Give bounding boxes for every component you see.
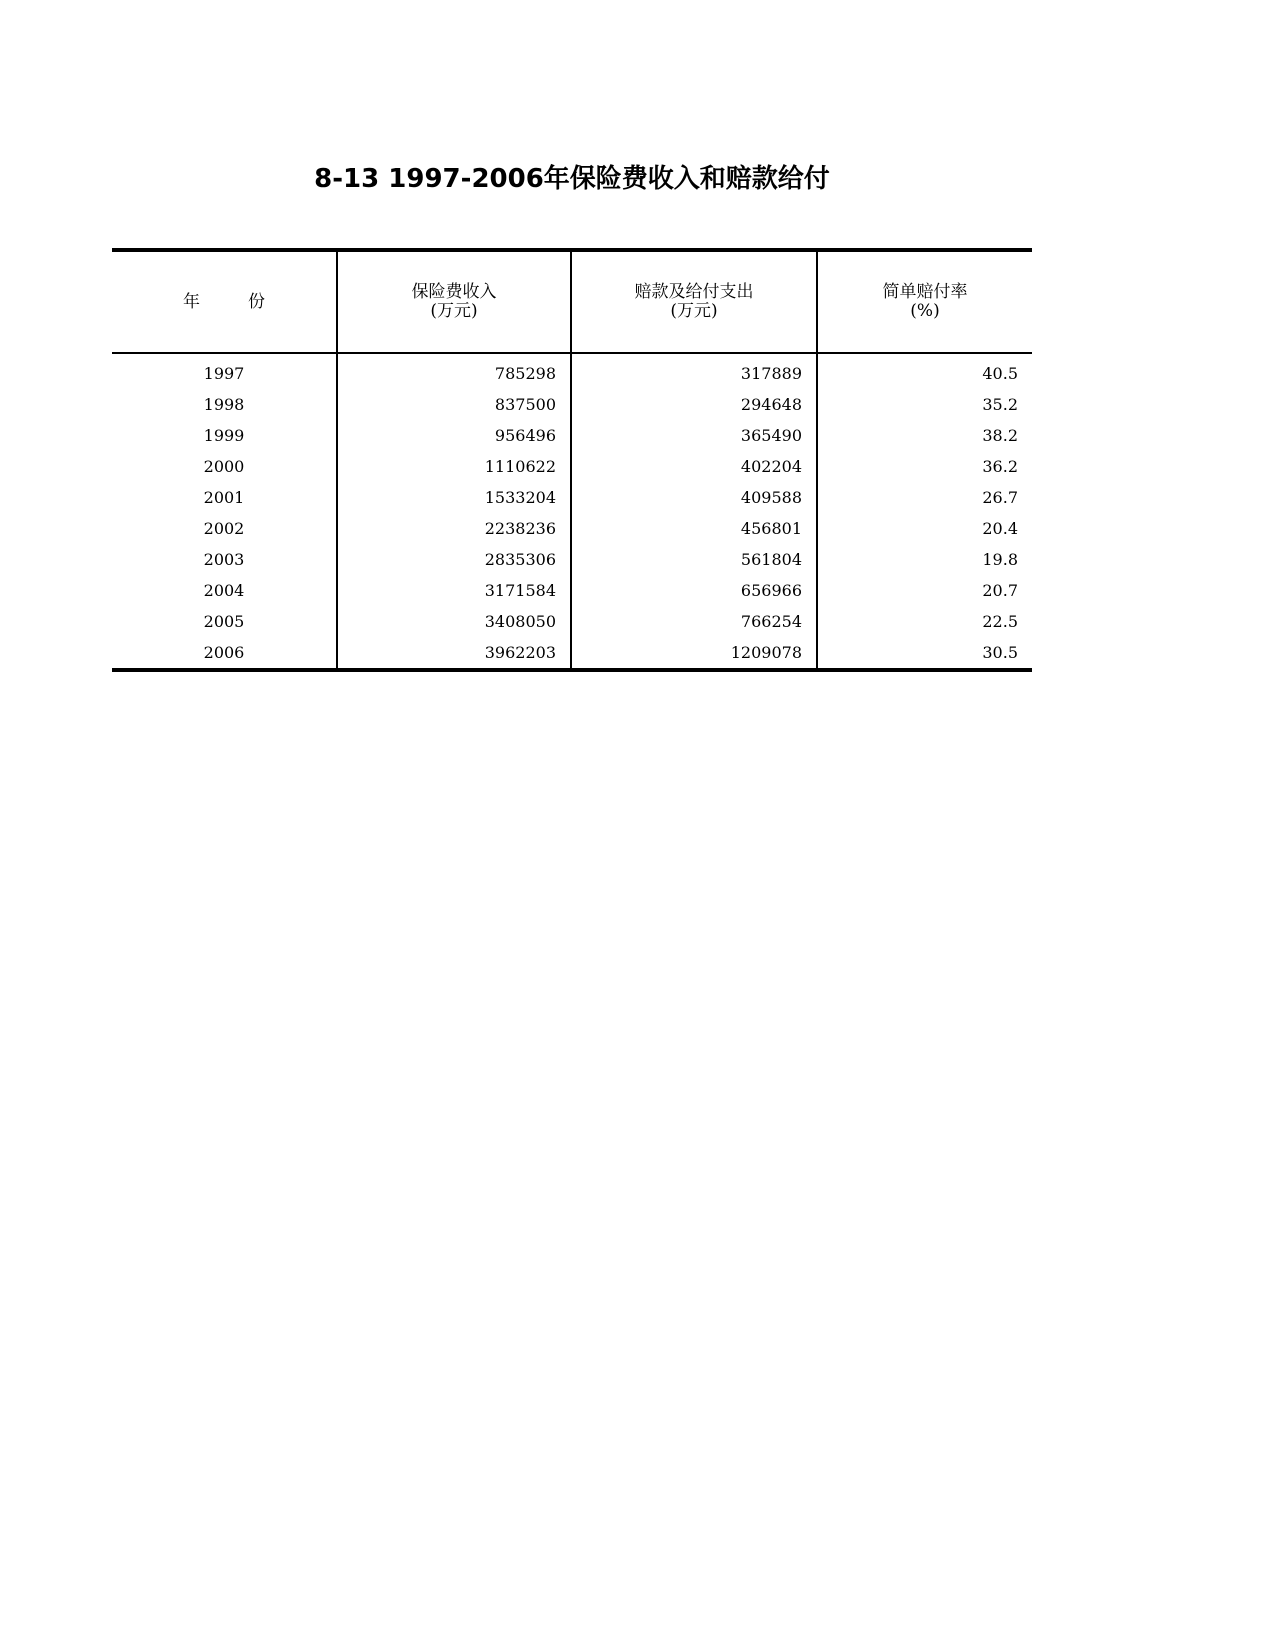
ratio-cell: 30.5 [817, 637, 1032, 670]
header-row [112, 250, 1032, 353]
premium-cell: 956496 [337, 420, 571, 451]
header-year [112, 250, 337, 353]
claims-cell: 294648 [571, 389, 817, 420]
claims-cell: 561804 [571, 544, 817, 575]
premium-cell: 2835306 [337, 544, 571, 575]
table-row [112, 513, 1032, 544]
table-row [112, 637, 1032, 670]
header-premium-unit: (万元) [430, 301, 478, 321]
year-cell: 1998 [203, 395, 245, 414]
table-body [112, 353, 1032, 670]
table-header [112, 250, 1032, 353]
table-row [112, 544, 1032, 575]
premium-cell: 3171584 [337, 575, 571, 606]
ratio-cell: 19.8 [817, 544, 1032, 575]
header-ratio [817, 250, 1032, 353]
header-claims [571, 250, 817, 353]
header-year-part1: 年 [183, 291, 200, 312]
header-premium [337, 250, 571, 353]
claims-cell: 456801 [571, 513, 817, 544]
claims-cell: 656966 [571, 575, 817, 606]
header-claims-unit: (万元) [670, 301, 718, 321]
year-cell: 2000 [203, 457, 245, 476]
insurance-table [112, 248, 1032, 672]
claims-cell: 402204 [571, 451, 817, 482]
ratio-cell: 20.4 [817, 513, 1032, 544]
premium-cell: 3962203 [337, 637, 571, 670]
premium-cell: 1533204 [337, 482, 571, 513]
year-cell: 2001 [203, 488, 245, 507]
table-row [112, 389, 1032, 420]
claims-cell: 317889 [571, 353, 817, 389]
header-ratio-unit: (%) [910, 301, 940, 321]
table-row [112, 606, 1032, 637]
ratio-cell: 38.2 [817, 420, 1032, 451]
claims-cell: 409588 [571, 482, 817, 513]
year-cell: 1997 [203, 364, 245, 383]
table-row [112, 353, 1032, 389]
year-cell: 2004 [203, 581, 245, 600]
header-premium-label: 保险费收入 [411, 282, 497, 302]
premium-cell: 785298 [337, 353, 571, 389]
year-cell: 1999 [203, 426, 245, 445]
table-row [112, 451, 1032, 482]
table-row [112, 420, 1032, 451]
year-cell: 2005 [203, 612, 245, 631]
year-cell: 2002 [203, 519, 245, 538]
header-claims-label: 赔款及给付支出 [634, 282, 754, 302]
table-row [112, 482, 1032, 513]
premium-cell: 1110622 [337, 451, 571, 482]
header-year-part2: 份 [248, 291, 265, 312]
premium-cell: 2238236 [337, 513, 571, 544]
claims-cell: 365490 [571, 420, 817, 451]
ratio-cell: 22.5 [817, 606, 1032, 637]
premium-cell: 3408050 [337, 606, 571, 637]
ratio-cell: 35.2 [817, 389, 1032, 420]
ratio-cell: 40.5 [817, 353, 1032, 389]
header-ratio-label: 简单赔付率 [882, 282, 968, 302]
ratio-cell: 26.7 [817, 482, 1032, 513]
claims-cell: 766254 [571, 606, 817, 637]
page-title: 8-13 1997-2006年保险费收入和赔款给付 [314, 164, 830, 194]
year-cell: 2003 [203, 550, 245, 569]
ratio-cell: 36.2 [817, 451, 1032, 482]
premium-cell: 837500 [337, 389, 571, 420]
table-row [112, 575, 1032, 606]
year-cell: 2006 [112, 637, 337, 670]
claims-cell: 1209078 [571, 637, 817, 670]
ratio-cell: 20.7 [817, 575, 1032, 606]
